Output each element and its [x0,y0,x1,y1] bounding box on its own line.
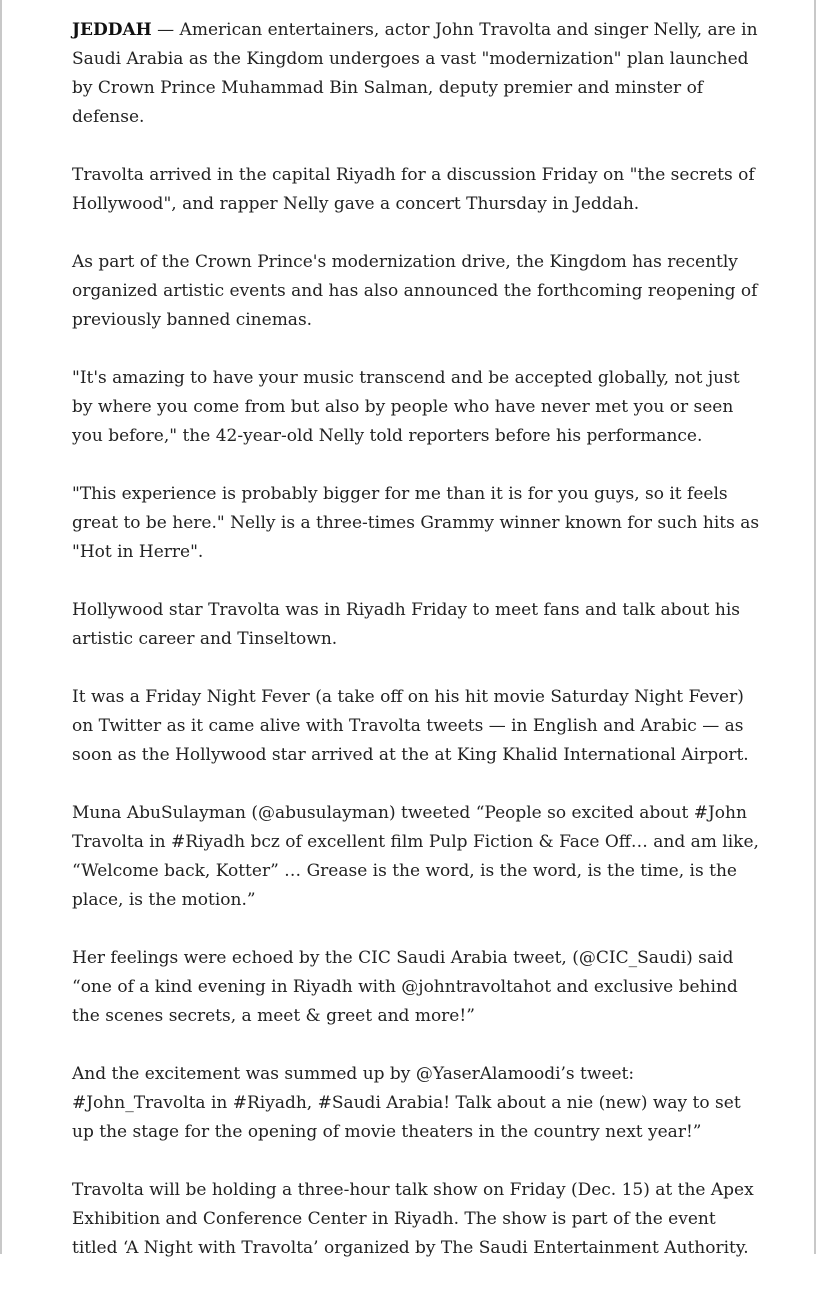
paragraph-4: "This experience is probably bigger for me than it is for you guys, so it feels great to be here." Nelly is a three-times Grammy winner known for such hits as "Hot in Herre". [72,484,760,562]
dateline: JEDDAH [72,20,152,40]
article-body [72,16,762,1292]
paragraph-8: Her feelings were echoed by the CIC Saudi Arabia tweet, (@CIC_Saudi) said “one of a kind evening in Riyadh with @johntravoltahot and exclusive behind the scenes secrets, a meet & greet and more!” [72,948,738,1026]
paragraph-10: Travolta will be holding a three-hour talk show on Friday (Dec. 15) at the Apex Exhibition and Conference Center in Riyadh. The show is part of the event titled ‘A Night with Travolta’ organized by The Saudi Entertainment Authority. [72,1180,754,1258]
paragraph-7: Muna AbuSulayman (@abusulayman) tweeted “People so excited about #John Travolta in #Riyadh bcz of excellent film Pulp Fiction & Face Off… and am like, “Welcome back, Kotter” … Grease is the word, is the word, is the time, is the place, is the motion.” [72,803,759,910]
paragraph-9: And the excitement was summed up by @YaserAlamoodi’s tweet: #John_Travolta in #Riyadh, #Saudi Arabia! Talk about a nie (new) way to set up the stage for the opening of movie theaters in the country next year!” [72,1064,741,1142]
paragraph-3: "It's amazing to have your music transcend and be accepted globally, not just by where you come from but also by people who have never met you or seen you before," the 42-year-old Nelly told reporters before his performance. [72,368,740,446]
page-border-left [0,0,2,1254]
lead-text: — American entertainers, actor John Travolta and singer Nelly, are in Saudi Arabia as the Kingdom undergoes a vast "modernization" plan launched by Crown Prince Muhammad Bin Salman, deputy premier and minster of defense. [72,20,758,127]
paragraph-2: As part of the Crown Prince's modernization drive, the Kingdom has recently organized artistic events and has also announced the forthcoming reopening of previously banned cinemas. [72,252,758,330]
lead-paragraph [72,16,762,132]
paragraph-6: It was a Friday Night Fever (a take off on his hit movie Saturday Night Fever) on Twitter as it came alive with Travolta tweets — in English and Arabic — as soon as the Hollywood star arrived at the at King Khalid International Airport. [72,687,749,765]
paragraph-5: Hollywood star Travolta was in Riyadh Friday to meet fans and talk about his artistic career and Tinseltown. [72,600,740,649]
paragraph-1: Travolta arrived in the capital Riyadh for a discussion Friday on "the secrets of Hollywood", and rapper Nelly gave a concert Thursday in Jeddah. [72,165,755,214]
